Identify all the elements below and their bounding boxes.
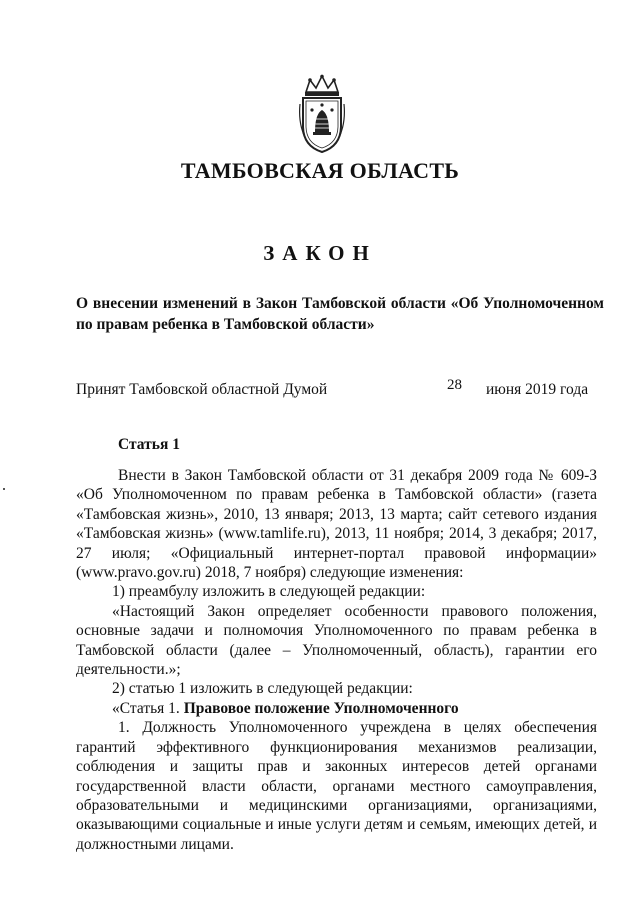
article-heading: Статья 1 bbox=[118, 436, 180, 453]
article-body bbox=[76, 466, 597, 854]
adoption-month-year: июня 2019 года bbox=[486, 381, 589, 398]
amendment-item-1: 1) преамбулу изложить в следующей редакции: bbox=[112, 583, 426, 601]
scan-mark bbox=[3, 488, 5, 490]
law-title: О внесении изменений в Закон Тамбовской области «Об Уполномоченном по правам ребенка в Тамбовской области» bbox=[76, 295, 604, 333]
article-intro: Внести в Закон Тамбовской области от 31 декабря 2009 года № 609-З «Об Уполномоченном по правам ребенка в Тамбовской области» (газета «Тамбовская жизнь», 2010, 13 января; 2013, 13 марта; сайт сетевого издания «Тамбовская жизнь» (www.tamlife.ru), 2013, 11 ноября; 2014, 3 декабря; 2017, 27 июля; «Официальный интернет-портал правовой информации» (www.pravo.gov.ru) 2018, 7 ноября) следующие изменения: bbox=[76, 467, 597, 582]
new-article-heading: Правовое положение Уполномоченного bbox=[183, 699, 459, 717]
amendment-item-2: 2) статью 1 изложить в следующей редакции: bbox=[112, 680, 413, 698]
new-article-paragraph-1: 1. Должность Уполномоченного учреждена в целях обеспечения гарантий эффективного функционирования механизмов реализации, соблюдения и защиты прав и законных интересов детей органами государственной власти области, органами местного самоуправления, образовательными и медицинскими организациями, организациями, оказывающими социальные и иные услуги детям и семьям, имеющих детей, и должностными лицами. bbox=[76, 719, 597, 853]
adoption-label: Принят Тамбовской областной Думой bbox=[76, 381, 328, 398]
amendment-item-1-text: «Настоящий Закон определяет особенности правового положения, основные задачи и полномочия Уполномоченного по правам ребенка в Тамбовской области (далее – Уполномоченный, область), гарантии его деятельности.»; bbox=[76, 602, 597, 679]
new-article-prefix: «Статья 1. bbox=[112, 699, 180, 717]
adoption-day: 28 bbox=[447, 377, 462, 393]
region-name: ТАМБОВСКАЯ ОБЛАСТЬ bbox=[180, 158, 460, 183]
document-type: ЗАКОН bbox=[263, 241, 377, 265]
coat-of-arms-emblem bbox=[296, 74, 348, 154]
new-article-heading-line bbox=[76, 699, 597, 718]
